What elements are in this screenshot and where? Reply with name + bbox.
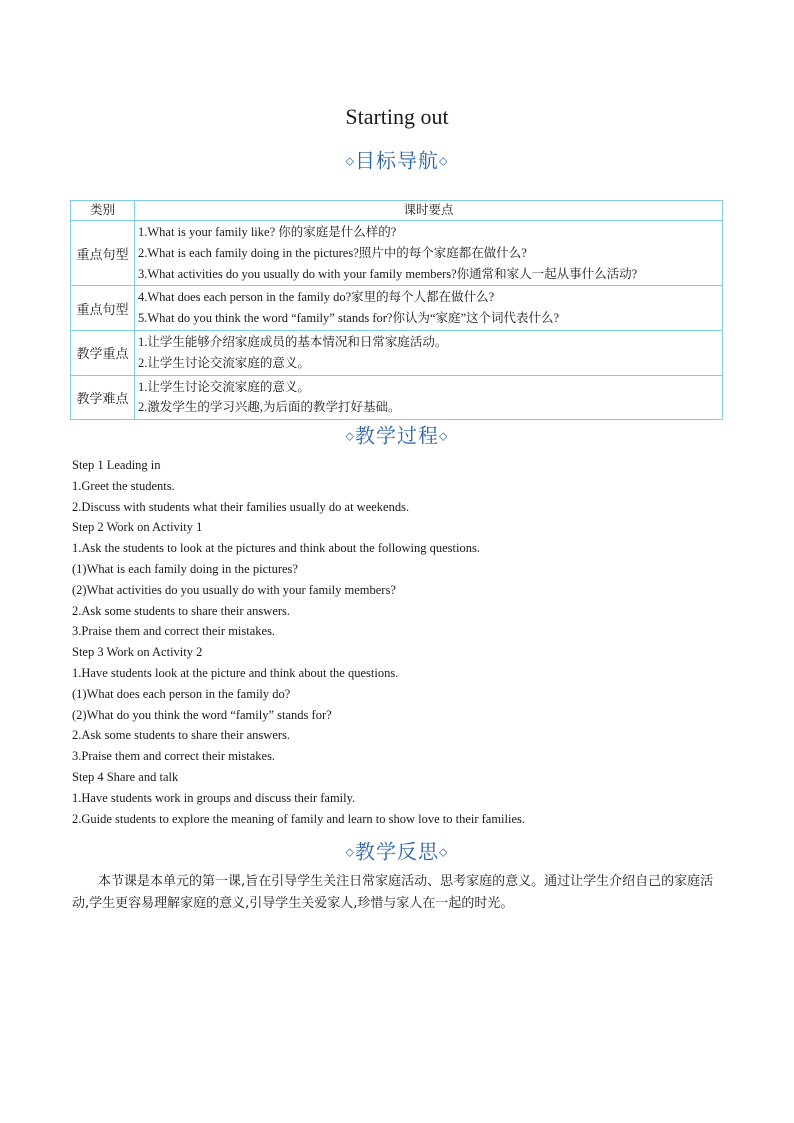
table-header-category: 类别	[71, 201, 135, 221]
step-line: 2.Ask some students to share their answers.	[72, 728, 291, 743]
table-item: 1.让学生讨论交流家庭的意义。	[138, 379, 310, 394]
table-cell-category: 教学重点	[71, 330, 135, 375]
step-line: 1.Ask the students to look at the pictures and think about the following questions.	[72, 541, 480, 556]
step-line: (1)What is each family doing in the pictures?	[72, 561, 298, 576]
section-heading-reflection	[0, 837, 794, 866]
lesson-points-table	[70, 200, 723, 420]
section-heading-text: 教学反思	[355, 841, 439, 864]
table-header-row	[71, 201, 723, 221]
table-item: 2.让学生讨论交流家庭的意义。	[138, 355, 310, 370]
diamond-left-icon: ◇	[345, 430, 355, 443]
section-heading-text: 目标导航	[355, 150, 439, 173]
step-line: Step 1 Leading in	[72, 458, 161, 472]
step-line: Step 3 Work on Activity 2	[72, 645, 203, 660]
table-cell-items	[135, 330, 723, 375]
table-row	[71, 375, 723, 420]
teaching-steps	[72, 455, 732, 829]
table-cell-items	[135, 375, 723, 420]
step-line: 2.Ask some students to share their answers.	[72, 603, 291, 618]
table-item: 4.What does each person in the family do?家里的每个人都在做什么?	[138, 290, 495, 305]
table-row	[71, 286, 723, 331]
step-line: Step 2 Work on Activity 1	[72, 520, 203, 535]
table-item: 2.激发学生的学习兴趣,为后面的教学打好基础。	[138, 400, 401, 415]
step-line: Step 4 Share and talk	[72, 769, 179, 784]
section-heading-process	[0, 421, 794, 450]
table-cell-category: 教学难点	[71, 375, 135, 420]
step-line: (2)What activities do you usually do with your family members?	[72, 582, 396, 597]
page-title: Starting out	[345, 104, 449, 129]
step-line: (1)What does each person in the family do?	[72, 686, 291, 701]
section-heading-text: 教学过程	[355, 425, 439, 448]
diamond-right-icon: ◇	[439, 155, 449, 168]
table-item: 3.What activities do you usually do with your family members?你通常和家人一起从事什么活动?	[138, 266, 638, 281]
table-item: 1.What is your family like? 你的家庭是什么样的?	[138, 225, 397, 239]
table-cell-category: 重点句型	[71, 221, 135, 286]
table-cell-items	[135, 286, 723, 331]
step-line: 1.Greet the students.	[72, 478, 175, 493]
diamond-left-icon: ◇	[345, 846, 355, 859]
step-line: 2.Guide students to explore the meaning of family and learn to show love to their families.	[72, 811, 526, 826]
diamond-left-icon: ◇	[345, 155, 355, 168]
table-item: 1.让学生能够介绍家庭成员的基本情况和日常家庭活动。	[138, 334, 448, 349]
diamond-right-icon: ◇	[439, 430, 449, 443]
table-cell-items	[135, 221, 723, 286]
reflection-paragraph: 本节课是本单元的第一课,旨在引导学生关注日常家庭活动、思考家庭的意义。通过让学生介绍自己的家庭活动,学生更容易理解家庭的意义,引导学生关爱家人,珍惜与家人在一起的时光。	[72, 874, 714, 911]
step-line: (2)What do you think the word “family” stands for?	[72, 707, 332, 722]
table-row	[71, 221, 723, 286]
table-item: 2.What is each family doing in the pictures?照片中的每个家庭都在做什么?	[138, 245, 527, 260]
table-header-points: 课时要点	[135, 201, 723, 221]
table-row	[71, 330, 723, 375]
table-item: 5.What do you think the word “family” stands for?你认为“家庭”这个词代表什么?	[138, 311, 560, 326]
diamond-right-icon: ◇	[439, 846, 449, 859]
table-cell-category: 重点句型	[71, 286, 135, 331]
section-heading-goals	[0, 146, 794, 175]
step-line: 3.Praise them and correct their mistakes.	[72, 624, 276, 639]
step-line: 1.Have students work in groups and discuss their family.	[72, 790, 356, 805]
step-line: 1.Have students look at the picture and think about the questions.	[72, 665, 399, 680]
step-line: 2.Discuss with students what their families usually do at weekends.	[72, 499, 410, 514]
step-line: 3.Praise them and correct their mistakes.	[72, 749, 276, 764]
